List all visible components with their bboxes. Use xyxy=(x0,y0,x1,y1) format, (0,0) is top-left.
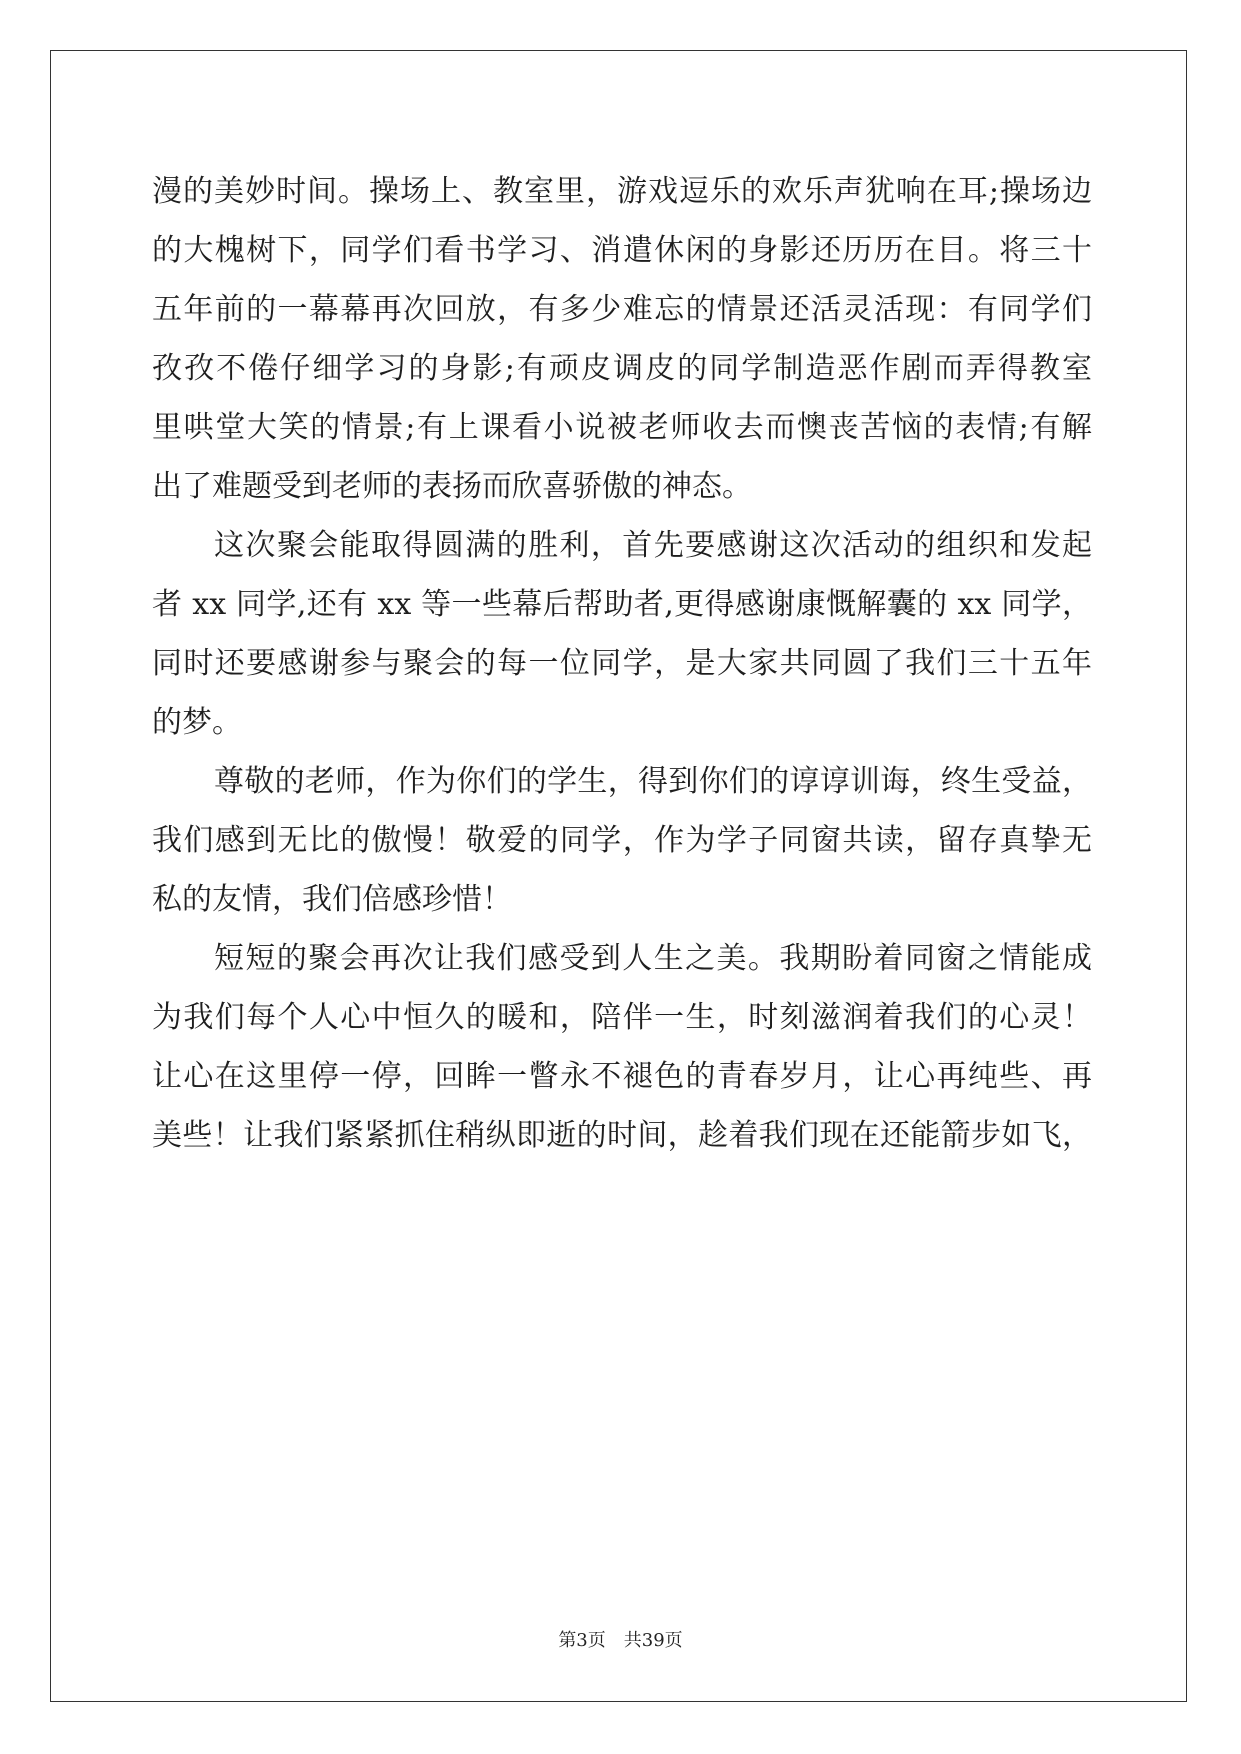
text-line: 尊敬的老师，作为你们的学生，得到你们的谆谆训诲，终生受益， xyxy=(214,764,1092,799)
text-line: 同时还要感谢参与聚会的每一位同学，是大家共同圆了我们三十五年 xyxy=(152,646,1092,681)
text-line: 的梦。 xyxy=(152,705,242,740)
text-line: 五年前的一幕幕再次回放，有多少难忘的情景还活灵活现：有同学们 xyxy=(152,292,1092,327)
text-line: 出了难题受到老师的表扬而欣喜骄傲的神态。 xyxy=(152,469,752,504)
text-line: 里哄堂大笑的情景;有上课看小说被老师收去而懊丧苦恼的表情;有解 xyxy=(152,410,1092,445)
document-body xyxy=(152,162,1092,1165)
text-line: 漫的美妙时间。操场上、教室里，游戏逗乐的欢乐声犹响在耳;操场边 xyxy=(152,174,1092,209)
text-line: 短短的聚会再次让我们感受到人生之美。我期盼着同窗之情能成 xyxy=(214,941,1092,976)
page-footer xyxy=(0,1626,1241,1652)
text-line: 孜孜不倦仔细学习的身影;有顽皮调皮的同学制造恶作剧而弄得教室 xyxy=(152,351,1092,386)
text-line: 让心在这里停一停，回眸一瞥永不褪色的青春岁月，让心再纯些、再 xyxy=(152,1059,1092,1094)
text-line: 者 xx 同学,还有 xx 等一些幕后帮助者,更得感谢康慨解囊的 xx 同学， xyxy=(152,587,1092,622)
page-number-total: 共39页 xyxy=(623,1630,683,1651)
text-line: 这次聚会能取得圆满的胜利，首先要感谢这次活动的组织和发起 xyxy=(214,528,1092,563)
text-line: 私的友情，我们倍感珍惜！ xyxy=(152,882,512,917)
text-line: 我们感到无比的傲慢！敬爱的同学，作为学子同窗共读，留存真挚无 xyxy=(152,823,1092,858)
text-line: 美些！让我们紧紧抓住稍纵即逝的时间，趁着我们现在还能箭步如飞， xyxy=(152,1118,1092,1153)
text-line: 的大槐树下，同学们看书学习、消遣休闲的身影还历历在目。将三十 xyxy=(152,233,1092,268)
page-number-current: 第3页 xyxy=(558,1630,606,1651)
text-line: 为我们每个人心中恒久的暖和，陪伴一生，时刻滋润着我们的心灵！ xyxy=(152,1000,1092,1035)
